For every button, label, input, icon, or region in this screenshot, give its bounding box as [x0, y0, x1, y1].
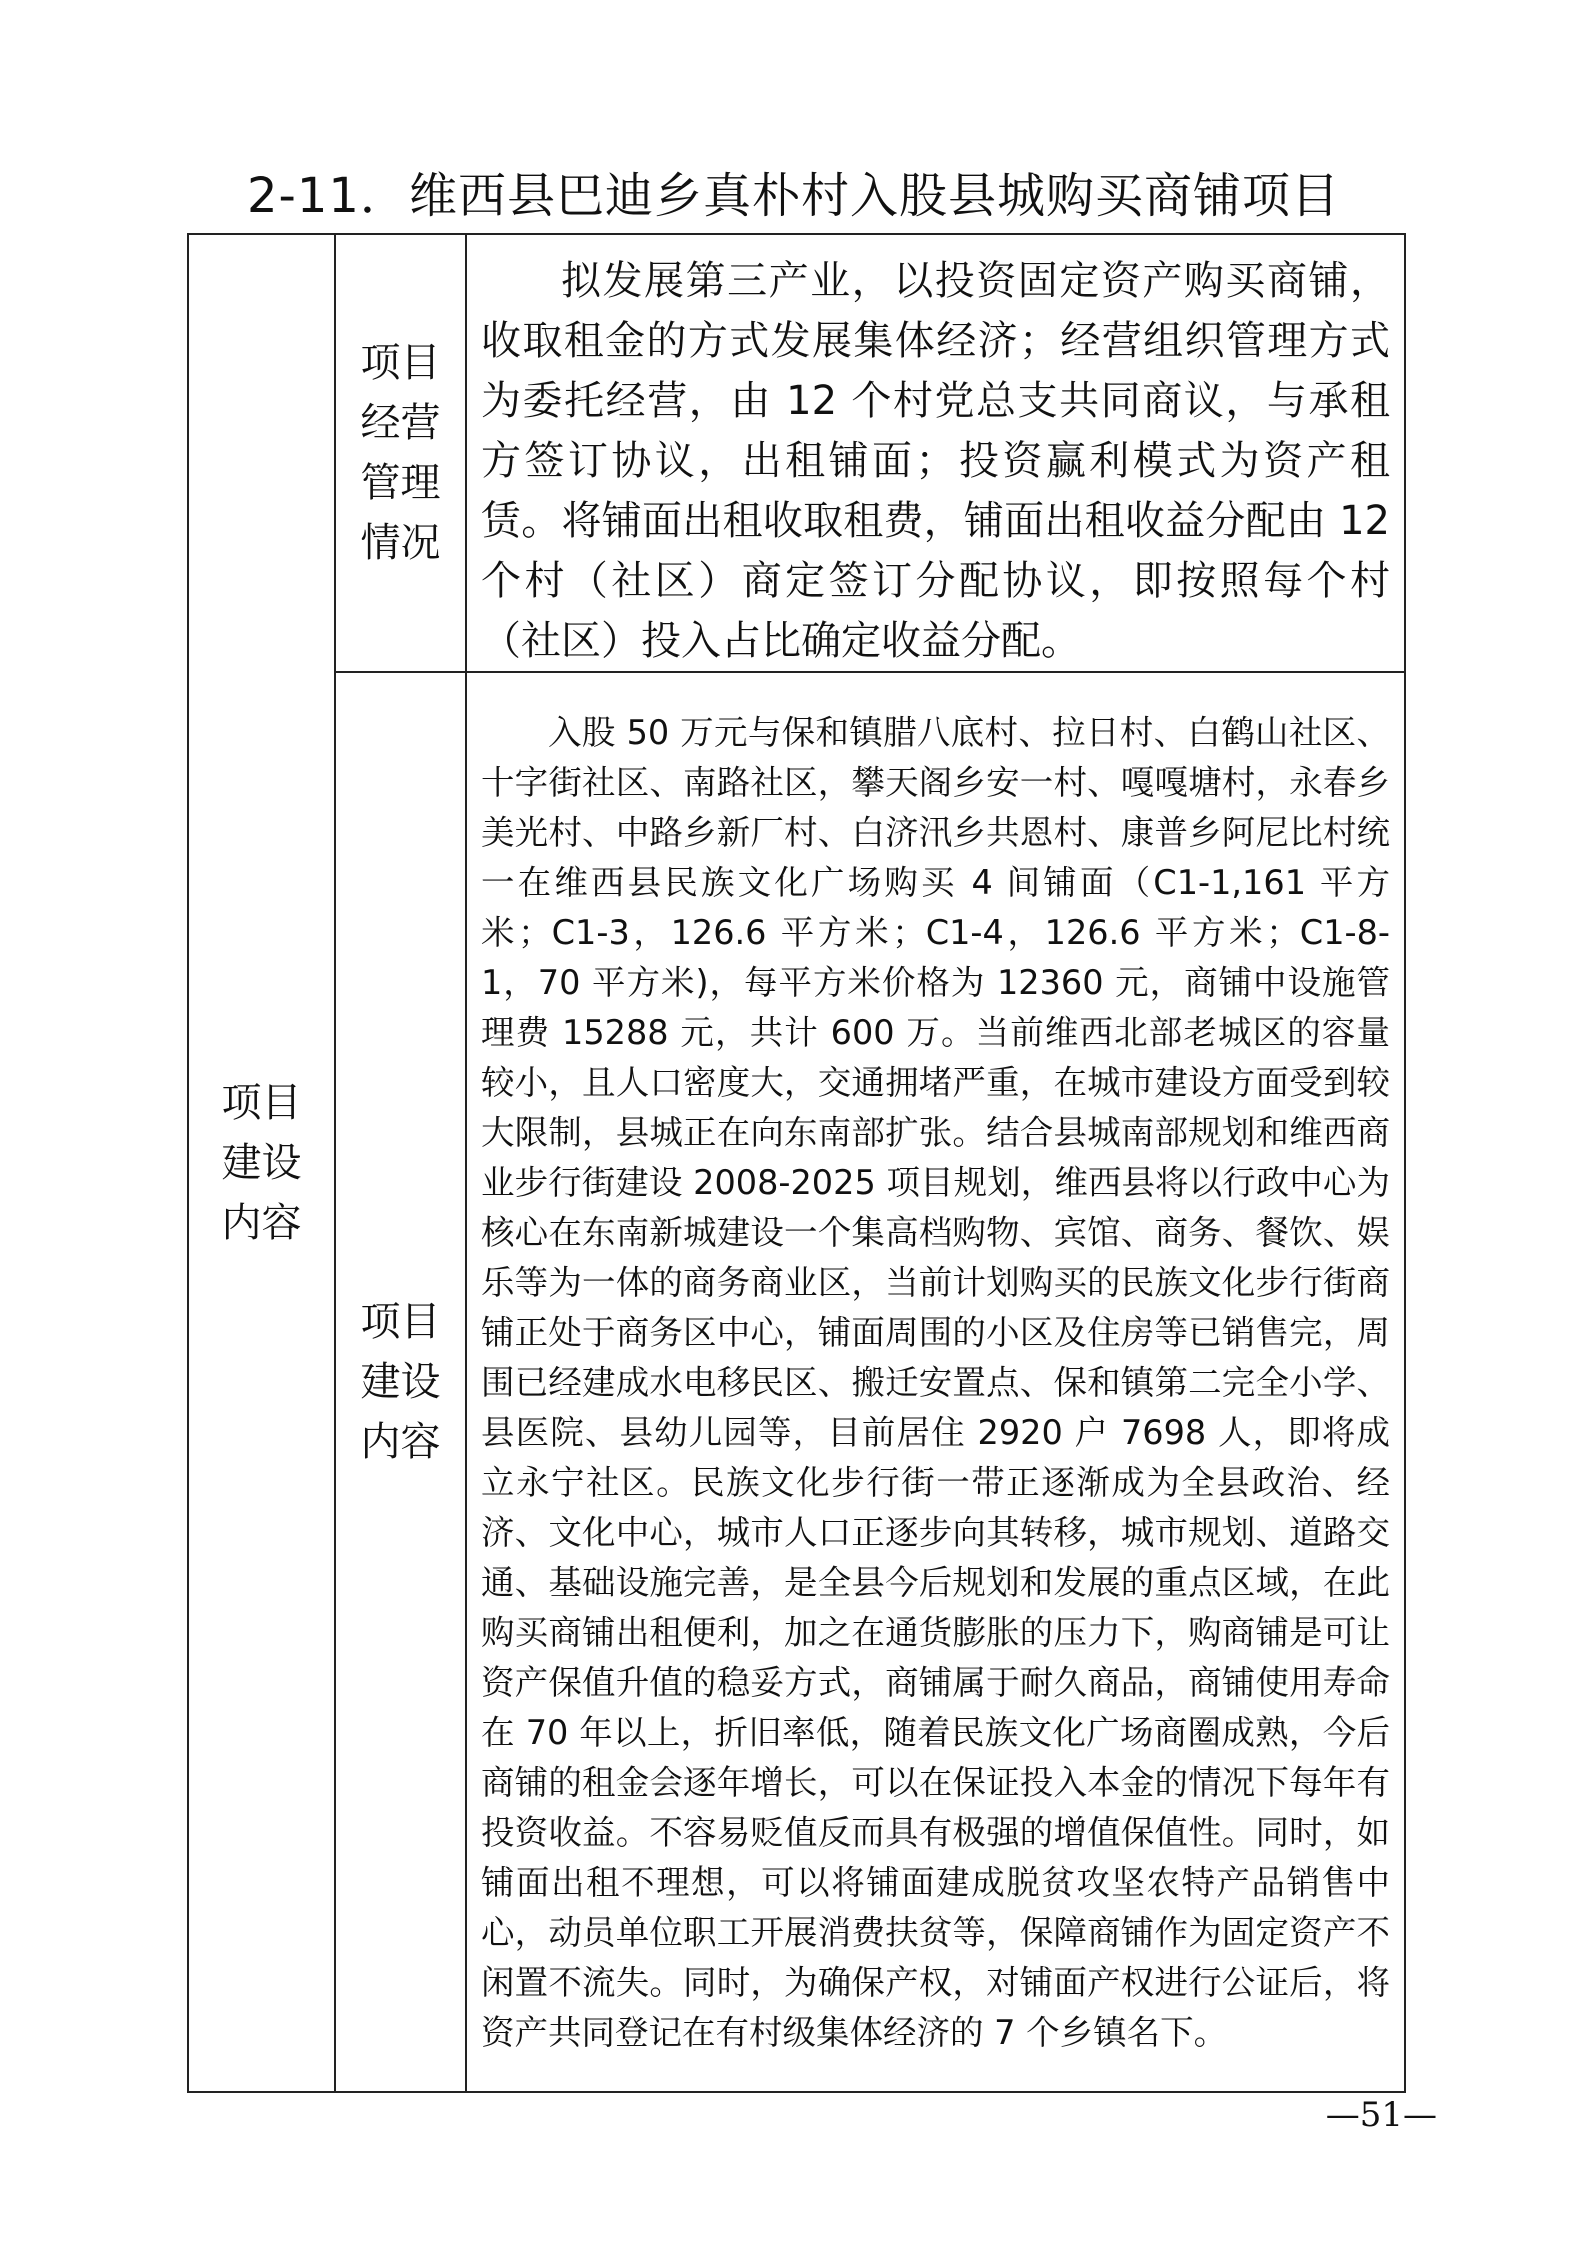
construction-paragraph: 入股 50 万元与保和镇腊八底村、拉日村、白鹤山社区、十字街社区、南路社区，攀天阁乡安一村、嘎嘎塘村，永春乡美光村、中路乡新厂村、白济汛乡共恩村、康普乡阿尼比村统一在维西县民族文化广场购买 4 间铺面（C1-1,161 平方米；C1-3，126.6 平方米；C1-4，126.6 平方米；C1-8-1，70 平方米)，每平方米价格为 12360 元，商铺中设施管理费 15288 元，共计 600 万。当前维西北部老城区的容量较小，且人口密度大，交通拥堵严重，在城市建设方面受到较大限制，县城正在向东南部扩张。结合县城南部规划和维西商业步行街建设 2008-2025 项目规划，维西县将以行政中心为核心在东南新城建设一个集高档购物、宾馆、商务、餐饮、娱乐等为一体的商务商业区，当前计划购买的民族文化步行街商铺正处于商务区中心，铺面周围的小区及住房等已销售完，周围已经建成水电移民区、搬迁安置点、保和镇第二完全小学、县医院、县幼儿园等，目前居住 2920 户 7698 人，即将成立永宁社区。民族文化步行街一带正逐渐成为全县政治、经济、文化中心，城市人口正逐步向其转移，城市规划、道路交通、基础设施完善，是全县今后规划和发展的重点区域，在此购买商铺出租便利，加之在通货膨胀的压力下，购商铺是可让资产保值升值的稳妥方式，商铺属于耐久商品，商铺使用寿命在 70 年以上，折旧率低，随着民族文化广场商圈成熟，今后商铺的租金会逐年增长，可以在保证投入本金的情况下每年有投资收益。不容易贬值反而具有极强的增值保值性。同时，如铺面出租不理想，可以将铺面建成脱贫攻坚农特产品销售中心，动员单位职工开展消费扶贫等，保障商铺作为固定资产不闲置不流失。同时，为确保产权，对铺面产权进行公证后，将资产共同登记在有村级集体经济的 7 个乡镇名下。: [481, 713, 1390, 2052]
row-label-cell: [335, 234, 466, 672]
row-content-cell: [466, 672, 1405, 2092]
table-row: [188, 672, 1405, 2092]
row-label-line: 项目: [360, 340, 441, 386]
row-label-line: 项目: [360, 1299, 441, 1345]
row-label-line: 情况: [360, 520, 441, 566]
row-label-line: 内容: [360, 1419, 441, 1465]
row-label-cell: [335, 672, 466, 2092]
group-label-line: 建设: [221, 1140, 302, 1186]
row-label-line: 管理: [360, 460, 441, 506]
group-label-cell: [188, 234, 335, 2092]
group-label-line: 项目: [221, 1080, 302, 1126]
row-label-line: 经营: [360, 400, 441, 446]
project-table: [187, 233, 1406, 2093]
page-number: —51—: [1325, 2095, 1437, 2135]
row-content-cell: [466, 234, 1405, 672]
row-label-line: 建设: [360, 1359, 441, 1405]
management-paragraph: 拟发展第三产业，以投资固定资产购买商铺，收取租金的方式发展集体经济；经营组织管理方式为委托经营，由 12 个村党总支共同商议，与承租方签订协议，出租铺面；投资赢利模式为资产租赁。将铺面出租收取租费，铺面出租收益分配由 12 个村（社区）商定签订分配协议，即按照每个村（社区）投入占比确定收益分配。: [481, 258, 1390, 664]
table-row: [188, 234, 1405, 672]
group-label-line: 内容: [221, 1200, 302, 1246]
page-title: 2-11．维西县巴迪乡真朴村入股县城购买商铺项目: [247, 168, 1340, 224]
